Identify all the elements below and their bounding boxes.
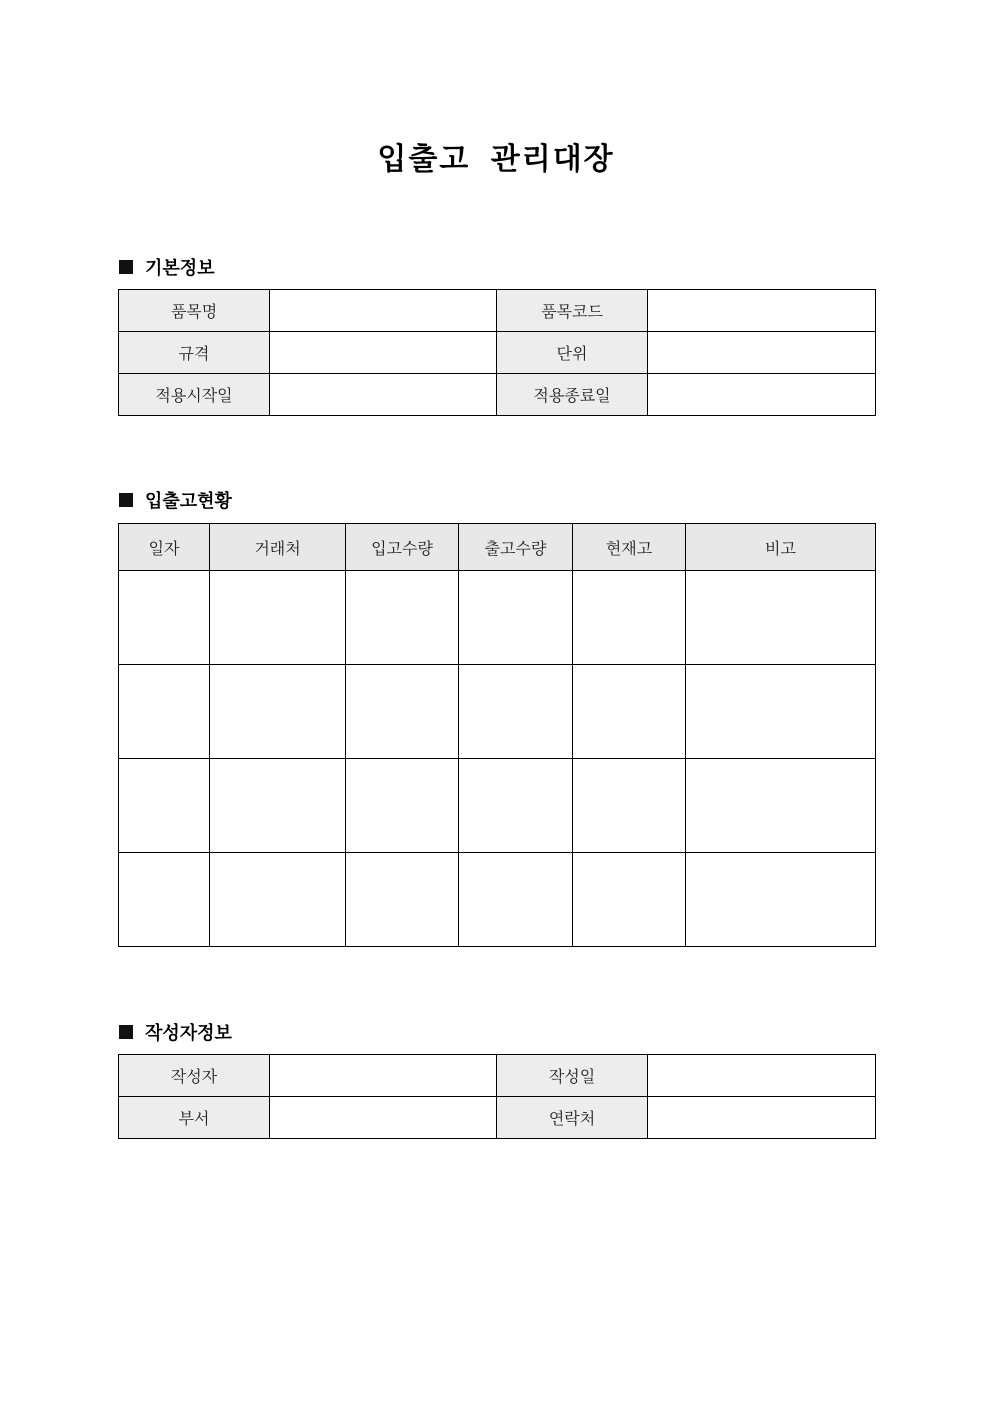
cell-date[interactable] bbox=[119, 571, 210, 665]
table-row bbox=[119, 290, 876, 332]
cell-in-qty[interactable] bbox=[346, 665, 459, 759]
cell-partner[interactable] bbox=[210, 665, 346, 759]
cell-out-qty[interactable] bbox=[459, 665, 573, 759]
cell-in-qty[interactable] bbox=[346, 571, 459, 665]
table-header-row bbox=[119, 524, 876, 571]
cell-remarks[interactable] bbox=[686, 853, 876, 947]
table-row bbox=[119, 1055, 876, 1097]
table-row bbox=[119, 1097, 876, 1139]
cell-in-qty[interactable] bbox=[346, 853, 459, 947]
start-date-field[interactable] bbox=[270, 374, 497, 416]
label-department: 부서 bbox=[119, 1097, 270, 1139]
cell-date[interactable] bbox=[119, 759, 210, 853]
section-heading-basic-info bbox=[119, 254, 215, 280]
square-bullet-icon bbox=[119, 1025, 133, 1039]
label-end-date: 적용종료일 bbox=[497, 374, 648, 416]
author-info-table bbox=[118, 1054, 876, 1139]
label-start-date: 적용시작일 bbox=[119, 374, 270, 416]
label-author: 작성자 bbox=[119, 1055, 270, 1097]
page-title: 입출고 관리대장 bbox=[377, 142, 615, 177]
cell-remarks[interactable] bbox=[686, 571, 876, 665]
column-header-partner: 거래처 bbox=[210, 524, 346, 571]
square-bullet-icon bbox=[119, 260, 133, 274]
cell-partner[interactable] bbox=[210, 571, 346, 665]
cell-date[interactable] bbox=[119, 853, 210, 947]
item-code-field[interactable] bbox=[648, 290, 876, 332]
section-title: 작성자정보 bbox=[145, 1023, 232, 1044]
cell-out-qty[interactable] bbox=[459, 853, 573, 947]
cell-date[interactable] bbox=[119, 665, 210, 759]
section-title: 기본정보 bbox=[145, 258, 215, 279]
cell-in-qty[interactable] bbox=[346, 759, 459, 853]
section-heading-author-info bbox=[119, 1019, 232, 1045]
label-written-date: 작성일 bbox=[497, 1055, 648, 1097]
department-field[interactable] bbox=[270, 1097, 497, 1139]
cell-stock[interactable] bbox=[573, 853, 686, 947]
spec-field[interactable] bbox=[270, 332, 497, 374]
label-unit: 단위 bbox=[497, 332, 648, 374]
label-spec: 규격 bbox=[119, 332, 270, 374]
table-row bbox=[119, 571, 876, 665]
column-header-stock: 현재고 bbox=[573, 524, 686, 571]
author-field[interactable] bbox=[270, 1055, 497, 1097]
column-header-in-qty: 입고수량 bbox=[346, 524, 459, 571]
contact-field[interactable] bbox=[648, 1097, 876, 1139]
cell-partner[interactable] bbox=[210, 759, 346, 853]
table-row bbox=[119, 332, 876, 374]
cell-remarks[interactable] bbox=[686, 665, 876, 759]
cell-out-qty[interactable] bbox=[459, 571, 573, 665]
column-header-out-qty: 출고수량 bbox=[459, 524, 573, 571]
table-row bbox=[119, 665, 876, 759]
cell-remarks[interactable] bbox=[686, 759, 876, 853]
cell-stock[interactable] bbox=[573, 759, 686, 853]
cell-stock[interactable] bbox=[573, 571, 686, 665]
cell-partner[interactable] bbox=[210, 853, 346, 947]
basic-info-table bbox=[118, 289, 876, 416]
label-item-name: 품목명 bbox=[119, 290, 270, 332]
table-row bbox=[119, 759, 876, 853]
table-row bbox=[119, 374, 876, 416]
table-row bbox=[119, 853, 876, 947]
ledger-table bbox=[118, 523, 876, 947]
written-date-field[interactable] bbox=[648, 1055, 876, 1097]
unit-field[interactable] bbox=[648, 332, 876, 374]
cell-stock[interactable] bbox=[573, 665, 686, 759]
label-item-code: 품목코드 bbox=[497, 290, 648, 332]
column-header-date: 일자 bbox=[119, 524, 210, 571]
square-bullet-icon bbox=[119, 493, 133, 507]
item-name-field[interactable] bbox=[270, 290, 497, 332]
section-heading-ledger bbox=[119, 487, 232, 513]
cell-out-qty[interactable] bbox=[459, 759, 573, 853]
label-contact: 연락처 bbox=[497, 1097, 648, 1139]
column-header-remarks: 비고 bbox=[686, 524, 876, 571]
end-date-field[interactable] bbox=[648, 374, 876, 416]
section-title: 입출고현황 bbox=[145, 491, 232, 512]
